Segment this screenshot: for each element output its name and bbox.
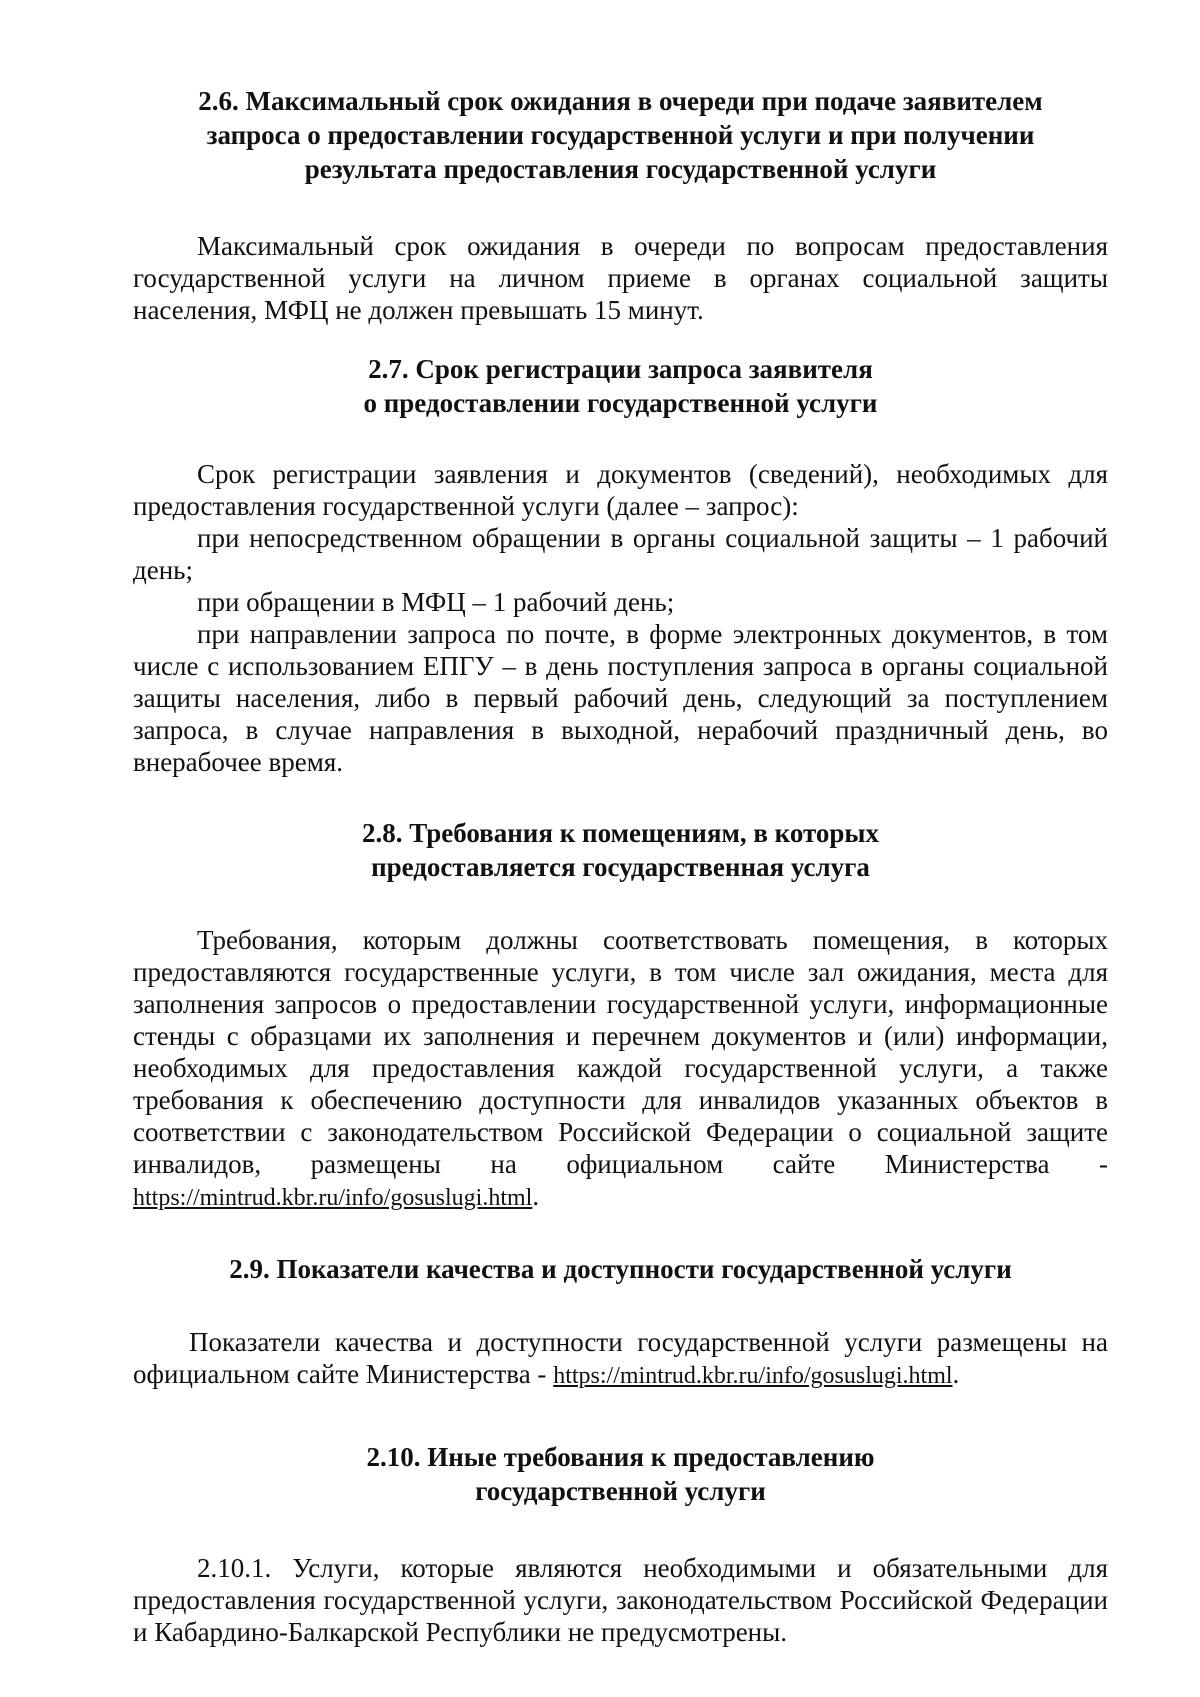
section-2-8-title-line: 2.8. Требования к помещениям, в которых xyxy=(361,818,880,848)
document-content xyxy=(133,84,1108,1648)
section-2-6-title-line: результата предоставления государственной услуги xyxy=(304,154,937,184)
section-2-6-paragraph: Максимальный срок ожидания в очереди по вопросам предоставления государственной услуги на личном приеме в органах социальной защиты населения, МФЦ не должен превышать 15 минут. xyxy=(133,231,1108,325)
section-2-10-title-line: 2.10. Иные требования к предоставлению xyxy=(366,1442,875,1472)
section-2-9-text: Показатели качества и доступности государственной услуги размещены на официальном сайте Министерства - xyxy=(133,1327,1108,1389)
section-2-9-tail: . xyxy=(952,1359,960,1389)
section-2-6-title-line: 2.6. Максимальный срок ожидания в очереди при подаче заявителем xyxy=(198,86,1043,116)
section-2-7-paragraph: при направлении запроса по почте, в форме электронных документов, в том числе с использованием ЕПГУ – в день поступления запроса в органы социальной защиты населения, либо в первый рабочий день, следующий за поступлением запроса, в случае направления в выходной, нерабочий праздничный день, во внерабочее время. xyxy=(133,619,1108,777)
section-2-10-title-line: государственной услуги xyxy=(475,1476,766,1506)
section-2-8-text: Требования, которым должны соответствовать помещения, в которых предоставляются государственные услуги, в том числе зал ожидания, места для заполнения запросов о предоставлении государственной услуги, информационные стенды с образцами их заполнения и перечнем документов и (или) информации, необходимых для предоставления каждой государственной услуги, а также требования к обеспечению доступности для инвалидов указанных объектов в соответствии с законодательством Российской Федерации о социальной защите инвалидов, размещены на официальном сайте Министерства - xyxy=(133,925,1108,1179)
section-2-8-paragraph xyxy=(133,924,1108,1214)
section-2-7-paragraph: при обращении в МФЦ – 1 рабочий день; xyxy=(197,587,675,617)
section-2-9-paragraph xyxy=(133,1326,1108,1392)
section-2-7-title-line: о предоставлении государственной услуги xyxy=(363,388,878,418)
ministry-gosuslugi-link[interactable]: https://mintrud.kbr.ru/info/gosuslugi.html xyxy=(133,1185,533,1211)
section-2-6-title xyxy=(133,84,1108,186)
section-2-9-title xyxy=(133,1252,1108,1286)
section-2-8-title-line: предоставляется государственная услуга xyxy=(371,852,870,882)
section-2-7-title xyxy=(133,352,1108,420)
section-2-7-paragraph: Срок регистрации заявления и документов (сведений), необходимых для предоставления государственной услуги (далее – запрос): xyxy=(133,459,1108,521)
section-2-10-title xyxy=(133,1440,1108,1508)
section-2-10-paragraph: 2.10.1. Услуги, которые являются необходимыми и обязательными для предоставления государственной услуги, законодательством Российской Федерации и Кабардино-Балкарской Республики не предусмотрены. xyxy=(133,1553,1108,1647)
section-2-7-body xyxy=(133,458,1108,778)
section-2-9-title-line: 2.9. Показатели качества и доступности государственной услуги xyxy=(229,1254,1012,1284)
section-2-7-paragraph: при непосредственном обращении в органы социальной защиты – 1 рабочий день; xyxy=(133,523,1108,585)
section-2-8-tail: . xyxy=(532,1181,540,1211)
section-2-6-title-line: запроса о предоставлении государственной услуги и при получении xyxy=(206,120,1035,150)
section-2-7-title-line: 2.7. Срок регистрации запроса заявителя xyxy=(368,354,873,384)
section-2-8-title xyxy=(133,816,1108,884)
ministry-gosuslugi-link[interactable]: https://mintrud.kbr.ru/info/gosuslugi.html xyxy=(553,1363,953,1389)
